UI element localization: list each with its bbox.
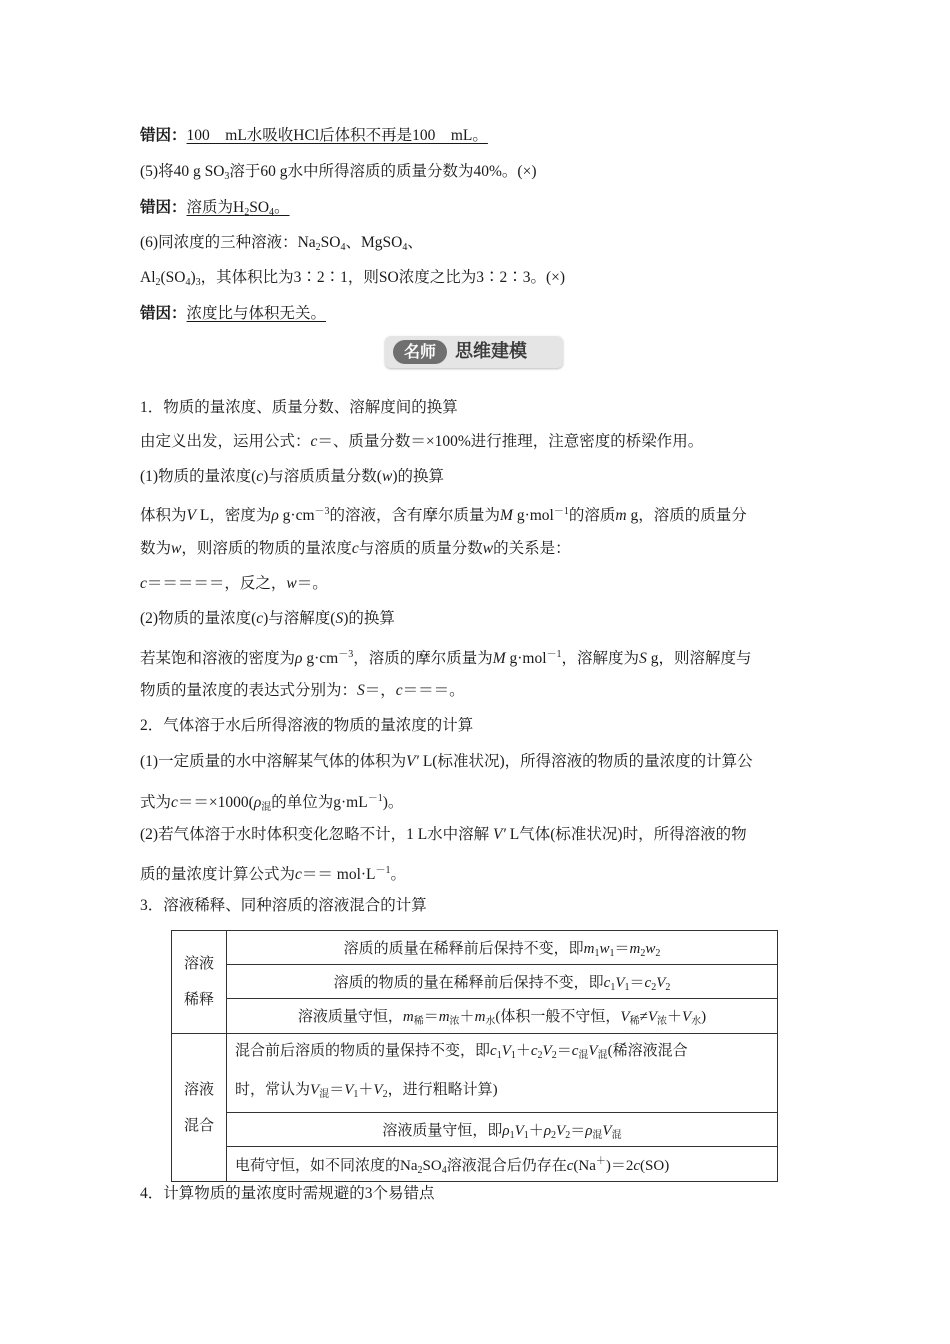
table-row: [172, 1113, 778, 1147]
error-reason-text: 浓度比与体积无关。: [186, 305, 327, 322]
row-header-dilution: 溶液 稀释: [172, 931, 227, 1034]
table-cell: 溶液质量守恒，$m_稀=m_浓+m_水$(体积一般不守恒，$V_稀\ne V_浓+V_水$): [227, 999, 778, 1034]
sec2-line: (1)一定质量的水中溶解某气体的体积为V′ L(标准状况)，所得溶液的物质的量浓度的计算公: [140, 753, 753, 770]
section-1-heading: 1．物质的量浓度、质量分数、溶解度间的换算: [140, 399, 458, 416]
section-3-heading: 3．溶液稀释、同种溶质的溶液混合的计算: [140, 897, 427, 914]
banner-title: 思维建模: [455, 341, 527, 362]
table-cell: 混合前后溶质的物质的量保持不变，即$c_1V_1+c_2V_2=c_混V_混$(稀溶液混合 时，常认为$V_混=V_1+V_2$，进行粗略计算): [227, 1034, 778, 1113]
section-2-heading: 2．气体溶于水后所得溶液的物质的量浓度的计算: [140, 717, 474, 734]
item-5: [140, 162, 820, 187]
error-reason-text: 100 mL水吸收HCl后体积不再是100 mL。: [186, 127, 488, 144]
sec1-sub-1-heading: (1)物质的量浓度(c)与溶质质量分数(w)的换算: [140, 468, 444, 485]
error-reason-6: [140, 304, 820, 324]
table-row: [172, 931, 778, 965]
calculation-table: [171, 930, 778, 1182]
error-reason-5: [140, 198, 820, 223]
sec2-line: (2)若气体溶于水时体积变化忽略不计，1 L水中溶解 V′ L气体(标准状况)时，所得溶液的物: [140, 826, 747, 843]
table-cell: 溶质的质量在稀释前后保持不变，即$m_1w_1=m_2w_2$: [227, 931, 778, 965]
table-cell: 溶液质量守恒，即$\rho_1V_1+\rho_2V_2=\rho_混V_混$: [227, 1113, 778, 1147]
sec2-line: 质的量浓度计算公式为$c== mol\cdot L^{-1}$。: [140, 865, 407, 883]
sec1-sub-2-heading: (2)物质的量浓度(c)与溶解度(S)的换算: [140, 610, 395, 627]
row-header-mixing: 溶液 混合: [172, 1034, 227, 1182]
error-label: 错因：: [140, 305, 187, 322]
error-reason-4: [140, 126, 820, 146]
sec1-line: 体积为V L，密度为ρ $g\cdot cm^{-3}$的溶液，含有摩尔质量为M g·mol$^{-1}$的溶质m g，溶质的质量分: [140, 506, 747, 524]
table-cell: 电荷守恒，如不同浓度的$Na_2SO_4$溶液混合后仍存在c(Na＋)＝2c(SO): [227, 1147, 778, 1182]
table-row: [172, 1034, 778, 1113]
error-reason-text: 溶质为$H_2SO_4$。: [186, 199, 290, 218]
sec1-formula: c＝＝＝＝＝，反之，w＝。: [140, 575, 328, 592]
text: 溶于60 g水中所得溶质的质量分数为40%。(×): [229, 163, 537, 180]
table-row: [172, 999, 778, 1034]
section-4-heading: 4．计算物质的量浓度时需规避的3个易错点: [140, 1185, 435, 1202]
sec2-line: 式为$c==\times 1000(\rho_混$的单位为$g\cdot mL^{-1}$)。: [140, 793, 404, 813]
sec1-line: 数为w，则溶质的物质的量浓度c与溶质的质量分数w的关系是：: [140, 540, 571, 557]
table-row: [172, 965, 778, 999]
sec1-line: 由定义出发，运用公式：c＝、质量分数＝×100%进行推理，注意密度的桥梁作用。: [140, 433, 704, 450]
item-6-line-1: (6)同浓度的三种溶液：$Na_2SO_4$、MgSO$_4$、: [140, 234, 423, 253]
sec1-line: 若某饱和溶液的密度为ρ $g\cdot cm^{-3}$，溶质的摩尔质量为M g·mol$^{-1}$，溶解度为S g，则溶解度与: [140, 649, 752, 667]
table-cell: 溶质的物质的量在稀释前后保持不变，即$c_1V_1=c_2V_2$: [227, 965, 778, 999]
banner-tag: 名师: [393, 340, 447, 364]
sec1-line: 物质的量浓度的表达式分别为：S＝，c＝＝＝。: [140, 682, 465, 699]
item-6-line-2: $Al_2(SO_4)_3$，其体积比为3∶2∶1，则SO浓度之比为3∶2∶3。(×): [140, 269, 566, 288]
section-banner: [385, 336, 563, 368]
table-row: [172, 1147, 778, 1182]
error-label: 错因：: [140, 127, 187, 144]
text: (5)将40 g SO: [140, 163, 225, 180]
subscript: 3: [224, 171, 230, 182]
error-label: 错因：: [140, 199, 187, 216]
